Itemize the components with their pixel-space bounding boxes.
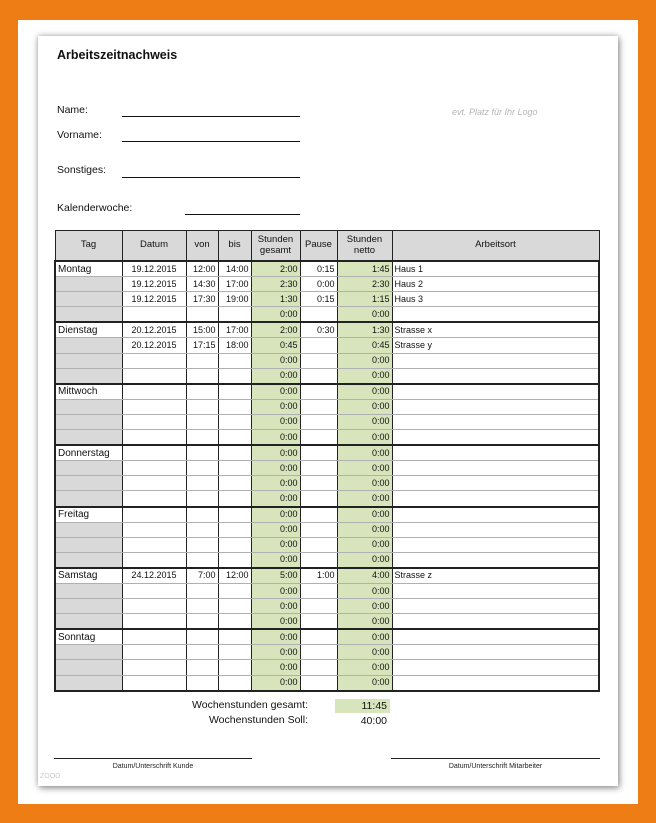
table-row <box>55 568 599 584</box>
cell-stunden-netto: 1:15 <box>337 292 392 307</box>
cell-bis[interactable] <box>218 583 251 598</box>
day-cell-empty <box>55 660 122 675</box>
cell-stunden-gesamt: 0:00 <box>251 353 300 368</box>
cell-bis[interactable] <box>218 399 251 414</box>
cell-arbeitsort[interactable]: Haus 1 <box>392 261 599 277</box>
cell-arbeitsort[interactable] <box>392 399 599 414</box>
signature-label-mitarbeiter: Datum/Unterschrift Mitarbeiter <box>448 763 543 770</box>
wochenstunden-gesamt-label: Wochenstunden gesamt: <box>192 699 308 711</box>
cell-arbeitsort[interactable] <box>392 645 599 660</box>
cell-pause[interactable] <box>300 430 337 446</box>
table-row <box>55 629 599 645</box>
day-cell-empty <box>55 583 122 598</box>
day-label: Donnerstag <box>55 445 122 461</box>
cell-stunden-gesamt: 0:00 <box>251 491 300 507</box>
cell-stunden-netto: 0:00 <box>337 660 392 675</box>
cell-bis[interactable] <box>218 629 251 645</box>
day-cell-empty <box>55 399 122 414</box>
signature-line-mitarbeiter[interactable] <box>391 758 600 759</box>
cell-pause[interactable] <box>300 599 337 614</box>
day-cell-empty <box>55 537 122 552</box>
table-row <box>55 660 599 675</box>
cell-von[interactable] <box>186 353 218 368</box>
header-pause: Pause <box>300 231 337 262</box>
cell-bis[interactable] <box>218 507 251 523</box>
cell-bis[interactable] <box>218 645 251 660</box>
cell-pause[interactable] <box>300 445 337 461</box>
table-row <box>55 292 599 307</box>
cell-datum[interactable] <box>122 507 186 523</box>
cell-von[interactable] <box>186 537 218 552</box>
cell-stunden-netto: 0:00 <box>337 552 392 568</box>
cell-stunden-netto: 1:30 <box>337 322 392 338</box>
cell-stunden-netto: 4:00 <box>337 568 392 584</box>
cell-datum[interactable] <box>122 599 186 614</box>
cell-stunden-netto: 0:00 <box>337 614 392 630</box>
cell-stunden-gesamt: 2:00 <box>251 322 300 338</box>
table-row <box>55 537 599 552</box>
cell-datum[interactable] <box>122 353 186 368</box>
cell-stunden-gesamt: 0:45 <box>251 338 300 353</box>
cell-stunden-gesamt: 0:00 <box>251 476 300 491</box>
table-row <box>55 675 599 691</box>
cell-stunden-gesamt: 0:00 <box>251 583 300 598</box>
cell-datum[interactable] <box>122 537 186 552</box>
cell-stunden-netto: 0:00 <box>337 507 392 523</box>
cell-von[interactable]: 17:30 <box>186 292 218 307</box>
header-tag: Tag <box>55 231 122 262</box>
cell-arbeitsort[interactable] <box>392 384 599 400</box>
cell-pause[interactable] <box>300 414 337 429</box>
cell-arbeitsort[interactable] <box>392 629 599 645</box>
cell-bis[interactable] <box>218 552 251 568</box>
cell-pause[interactable]: 0:15 <box>300 292 337 307</box>
cell-von[interactable]: 15:00 <box>186 322 218 338</box>
table-row <box>55 583 599 598</box>
wochenstunden-soll-value: 40:00 <box>360 715 387 727</box>
cell-pause[interactable] <box>300 537 337 552</box>
cell-arbeitsort[interactable] <box>392 507 599 523</box>
cell-bis[interactable] <box>218 384 251 400</box>
cell-von[interactable] <box>186 430 218 446</box>
document-title: Arbeitszeitnachweis <box>57 48 178 62</box>
day-cell-empty <box>55 338 122 353</box>
vorname-field[interactable] <box>122 141 300 142</box>
cell-arbeitsort[interactable] <box>392 461 599 476</box>
cell-stunden-netto: 0:00 <box>337 645 392 660</box>
cell-stunden-netto: 2:30 <box>337 277 392 292</box>
table-row <box>55 338 599 353</box>
cell-bis[interactable] <box>218 614 251 630</box>
cell-datum[interactable]: 19.12.2015 <box>122 261 186 277</box>
cell-stunden-netto: 0:00 <box>337 384 392 400</box>
cell-von[interactable] <box>186 552 218 568</box>
cell-von[interactable] <box>186 522 218 537</box>
cell-datum[interactable] <box>122 675 186 691</box>
cell-datum[interactable] <box>122 476 186 491</box>
signature-line-kunde[interactable] <box>54 758 252 759</box>
cell-arbeitsort[interactable] <box>392 476 599 491</box>
cell-pause[interactable]: 0:00 <box>300 277 337 292</box>
cell-stunden-gesamt: 0:00 <box>251 368 300 384</box>
cell-pause[interactable] <box>300 461 337 476</box>
cell-arbeitsort[interactable]: Strasse x <box>392 322 599 338</box>
cell-pause[interactable] <box>300 645 337 660</box>
cell-stunden-gesamt: 0:00 <box>251 430 300 446</box>
sonstiges-field[interactable] <box>122 177 300 178</box>
cell-arbeitsort[interactable] <box>392 445 599 461</box>
cell-pause[interactable]: 0:15 <box>300 261 337 277</box>
kalenderwoche-field[interactable] <box>185 214 300 215</box>
cell-datum[interactable]: 24.12.2015 <box>122 568 186 584</box>
cell-datum[interactable] <box>122 491 186 507</box>
day-cell-empty <box>55 675 122 691</box>
table-row <box>55 353 599 368</box>
cell-datum[interactable] <box>122 629 186 645</box>
cell-von[interactable] <box>186 384 218 400</box>
cell-bis[interactable]: 18:00 <box>218 338 251 353</box>
cell-arbeitsort[interactable] <box>392 491 599 507</box>
cell-stunden-gesamt: 2:30 <box>251 277 300 292</box>
cell-stunden-gesamt: 0:00 <box>251 507 300 523</box>
cell-arbeitsort[interactable]: Strasse y <box>392 338 599 353</box>
kalenderwoche-label: Kalenderwoche: <box>57 202 133 214</box>
cell-von[interactable] <box>186 491 218 507</box>
day-label: Mittwoch <box>55 384 122 400</box>
header-stunden-gesamt: Stunden gesamt <box>251 231 300 262</box>
day-cell-empty <box>55 353 122 368</box>
watermark: ZOOD <box>40 773 61 780</box>
day-cell-empty <box>55 368 122 384</box>
cell-stunden-gesamt: 0:00 <box>251 461 300 476</box>
cell-arbeitsort[interactable] <box>392 614 599 630</box>
cell-stunden-netto: 0:00 <box>337 430 392 446</box>
cell-arbeitsort[interactable] <box>392 353 599 368</box>
cell-arbeitsort[interactable] <box>392 537 599 552</box>
cell-arbeitsort[interactable] <box>392 599 599 614</box>
cell-arbeitsort[interactable] <box>392 430 599 446</box>
cell-stunden-gesamt: 1:30 <box>251 292 300 307</box>
day-cell-empty <box>55 292 122 307</box>
table-row <box>55 307 599 323</box>
header-bis: bis <box>218 231 251 262</box>
cell-von[interactable] <box>186 399 218 414</box>
cell-stunden-netto: 0:00 <box>337 368 392 384</box>
cell-datum[interactable] <box>122 461 186 476</box>
cell-stunden-netto: 0:00 <box>337 522 392 537</box>
day-cell-empty <box>55 599 122 614</box>
cell-von[interactable]: 7:00 <box>186 568 218 584</box>
cell-stunden-netto: 0:00 <box>337 399 392 414</box>
day-cell-empty <box>55 645 122 660</box>
cell-pause[interactable] <box>300 384 337 400</box>
cell-pause[interactable] <box>300 476 337 491</box>
cell-stunden-netto: 0:00 <box>337 353 392 368</box>
cell-bis[interactable]: 19:00 <box>218 292 251 307</box>
cell-stunden-netto: 0:00 <box>337 461 392 476</box>
table-row <box>55 491 599 507</box>
day-label: Montag <box>55 261 122 277</box>
cell-bis[interactable]: 17:00 <box>218 277 251 292</box>
cell-stunden-gesamt: 0:00 <box>251 552 300 568</box>
cell-bis[interactable] <box>218 491 251 507</box>
cell-bis[interactable] <box>218 445 251 461</box>
cell-stunden-netto: 0:45 <box>337 338 392 353</box>
day-cell-empty <box>55 277 122 292</box>
cell-bis[interactable] <box>218 414 251 429</box>
cell-pause[interactable] <box>300 675 337 691</box>
cell-stunden-gesamt: 0:00 <box>251 675 300 691</box>
cell-stunden-gesamt: 0:00 <box>251 307 300 323</box>
cell-von[interactable] <box>186 660 218 675</box>
cell-stunden-netto: 0:00 <box>337 537 392 552</box>
cell-pause[interactable] <box>300 583 337 598</box>
cell-pause[interactable] <box>300 399 337 414</box>
day-cell-empty <box>55 491 122 507</box>
cell-datum[interactable] <box>122 430 186 446</box>
cell-pause[interactable] <box>300 522 337 537</box>
day-cell-empty <box>55 430 122 446</box>
cell-pause[interactable] <box>300 507 337 523</box>
cell-stunden-gesamt: 5:00 <box>251 568 300 584</box>
cell-von[interactable] <box>186 614 218 630</box>
cell-stunden-netto: 0:00 <box>337 583 392 598</box>
table-row <box>55 399 599 414</box>
cell-arbeitsort[interactable] <box>392 552 599 568</box>
table-row <box>55 414 599 429</box>
cell-datum[interactable]: 20.12.2015 <box>122 338 186 353</box>
cell-pause[interactable] <box>300 353 337 368</box>
timesheet-table <box>54 230 600 692</box>
cell-stunden-gesamt: 0:00 <box>251 660 300 675</box>
cell-von[interactable] <box>186 629 218 645</box>
cell-von[interactable]: 14:30 <box>186 277 218 292</box>
day-cell-empty <box>55 476 122 491</box>
cell-pause[interactable]: 1:00 <box>300 568 337 584</box>
table-row <box>55 384 599 400</box>
table-row <box>55 445 599 461</box>
vorname-label: Vorname: <box>57 129 102 141</box>
cell-von[interactable] <box>186 414 218 429</box>
cell-bis[interactable] <box>218 599 251 614</box>
table-row <box>55 277 599 292</box>
cell-von[interactable] <box>186 445 218 461</box>
cell-datum[interactable] <box>122 522 186 537</box>
cell-von[interactable] <box>186 368 218 384</box>
day-label: Dienstag <box>55 322 122 338</box>
cell-datum[interactable]: 19.12.2015 <box>122 277 186 292</box>
cell-von[interactable] <box>186 599 218 614</box>
cell-stunden-gesamt: 2:00 <box>251 261 300 277</box>
cell-von[interactable] <box>186 507 218 523</box>
cell-von[interactable] <box>186 307 218 323</box>
cell-bis[interactable] <box>218 430 251 446</box>
cell-stunden-netto: 1:45 <box>337 261 392 277</box>
table-row <box>55 522 599 537</box>
cell-bis[interactable]: 12:00 <box>218 568 251 584</box>
cell-datum[interactable] <box>122 645 186 660</box>
cell-von[interactable] <box>186 583 218 598</box>
cell-arbeitsort[interactable]: Haus 3 <box>392 292 599 307</box>
table-row <box>55 368 599 384</box>
day-cell-empty <box>55 307 122 323</box>
cell-stunden-netto: 0:00 <box>337 445 392 461</box>
cell-von[interactable]: 17:15 <box>186 338 218 353</box>
cell-pause[interactable] <box>300 491 337 507</box>
cell-datum[interactable] <box>122 583 186 598</box>
cell-von[interactable] <box>186 645 218 660</box>
table-row <box>55 552 599 568</box>
day-cell-empty <box>55 552 122 568</box>
header-stunden-netto: Stunden netto <box>337 231 392 262</box>
cell-stunden-gesamt: 0:00 <box>251 614 300 630</box>
wochenstunden-soll-label: Wochenstunden Soll: <box>208 714 308 726</box>
day-label: Sonntag <box>55 629 122 645</box>
sonstiges-label: Sonstiges: <box>57 164 107 176</box>
table-header-row <box>55 231 599 262</box>
cell-bis[interactable] <box>218 368 251 384</box>
cell-datum[interactable] <box>122 414 186 429</box>
cell-stunden-netto: 0:00 <box>337 307 392 323</box>
cell-pause[interactable] <box>300 660 337 675</box>
cell-stunden-gesamt: 0:00 <box>251 599 300 614</box>
cell-datum[interactable] <box>122 399 186 414</box>
table-row <box>55 599 599 614</box>
cell-bis[interactable] <box>218 461 251 476</box>
cell-arbeitsort[interactable] <box>392 522 599 537</box>
cell-von[interactable] <box>186 461 218 476</box>
cell-datum[interactable] <box>122 552 186 568</box>
cell-datum[interactable]: 20.12.2015 <box>122 322 186 338</box>
cell-datum[interactable] <box>122 445 186 461</box>
name-label: Name: <box>57 104 88 116</box>
cell-pause[interactable] <box>300 338 337 353</box>
cell-stunden-gesamt: 0:00 <box>251 537 300 552</box>
cell-stunden-netto: 0:00 <box>337 491 392 507</box>
cell-arbeitsort[interactable] <box>392 307 599 323</box>
wochenstunden-gesamt-value: 11:45 <box>335 699 390 713</box>
cell-arbeitsort[interactable]: Strasse z <box>392 568 599 584</box>
cell-arbeitsort[interactable]: Haus 2 <box>392 277 599 292</box>
cell-bis[interactable] <box>218 307 251 323</box>
cell-bis[interactable] <box>218 476 251 491</box>
table-row <box>55 461 599 476</box>
cell-datum[interactable] <box>122 368 186 384</box>
cell-stunden-netto: 0:00 <box>337 629 392 645</box>
cell-stunden-gesamt: 0:00 <box>251 645 300 660</box>
cell-bis[interactable] <box>218 675 251 691</box>
cell-arbeitsort[interactable] <box>392 414 599 429</box>
table-row <box>55 430 599 446</box>
cell-arbeitsort[interactable] <box>392 583 599 598</box>
cell-bis[interactable] <box>218 537 251 552</box>
cell-datum[interactable] <box>122 384 186 400</box>
cell-bis[interactable]: 17:00 <box>218 322 251 338</box>
cell-stunden-netto: 0:00 <box>337 476 392 491</box>
header-datum: Datum <box>122 231 186 262</box>
cell-von[interactable] <box>186 476 218 491</box>
day-cell-empty <box>55 614 122 630</box>
header-arbeitsort: Arbeitsort <box>392 231 599 262</box>
cell-stunden-netto: 0:00 <box>337 414 392 429</box>
logo-placeholder: evt. Platz für Ihr Logo <box>452 107 538 117</box>
cell-arbeitsort[interactable] <box>392 368 599 384</box>
table-row <box>55 614 599 630</box>
header-von: von <box>186 231 218 262</box>
day-label: Samstag <box>55 568 122 584</box>
day-cell-empty <box>55 461 122 476</box>
cell-pause[interactable] <box>300 614 337 630</box>
cell-pause[interactable]: 0:30 <box>300 322 337 338</box>
table-row <box>55 322 599 338</box>
cell-stunden-gesamt: 0:00 <box>251 629 300 645</box>
timesheet-document <box>38 36 618 786</box>
cell-datum[interactable]: 19.12.2015 <box>122 292 186 307</box>
cell-pause[interactable] <box>300 629 337 645</box>
cell-von[interactable]: 12:00 <box>186 261 218 277</box>
cell-bis[interactable]: 14:00 <box>218 261 251 277</box>
cell-stunden-gesamt: 0:00 <box>251 384 300 400</box>
table-row <box>55 476 599 491</box>
signature-label-kunde: Datum/Unterschrift Kunde <box>112 763 194 770</box>
cell-bis[interactable] <box>218 522 251 537</box>
table-row <box>55 261 599 277</box>
cell-pause[interactable] <box>300 307 337 323</box>
cell-von[interactable] <box>186 675 218 691</box>
cell-pause[interactable] <box>300 368 337 384</box>
cell-stunden-gesamt: 0:00 <box>251 522 300 537</box>
cell-stunden-gesamt: 0:00 <box>251 399 300 414</box>
day-label: Freitag <box>55 507 122 523</box>
cell-bis[interactable] <box>218 660 251 675</box>
table-row <box>55 645 599 660</box>
cell-stunden-netto: 0:00 <box>337 599 392 614</box>
cell-datum[interactable] <box>122 614 186 630</box>
cell-datum[interactable] <box>122 660 186 675</box>
table-row <box>55 507 599 523</box>
cell-datum[interactable] <box>122 307 186 323</box>
day-cell-empty <box>55 414 122 429</box>
cell-bis[interactable] <box>218 353 251 368</box>
cell-stunden-gesamt: 0:00 <box>251 445 300 461</box>
cell-stunden-gesamt: 0:00 <box>251 414 300 429</box>
cell-arbeitsort[interactable] <box>392 675 599 691</box>
day-cell-empty <box>55 522 122 537</box>
timesheet-body <box>55 261 599 691</box>
name-field[interactable] <box>122 116 300 117</box>
cell-stunden-netto: 0:00 <box>337 675 392 691</box>
cell-pause[interactable] <box>300 552 337 568</box>
cell-arbeitsort[interactable] <box>392 660 599 675</box>
